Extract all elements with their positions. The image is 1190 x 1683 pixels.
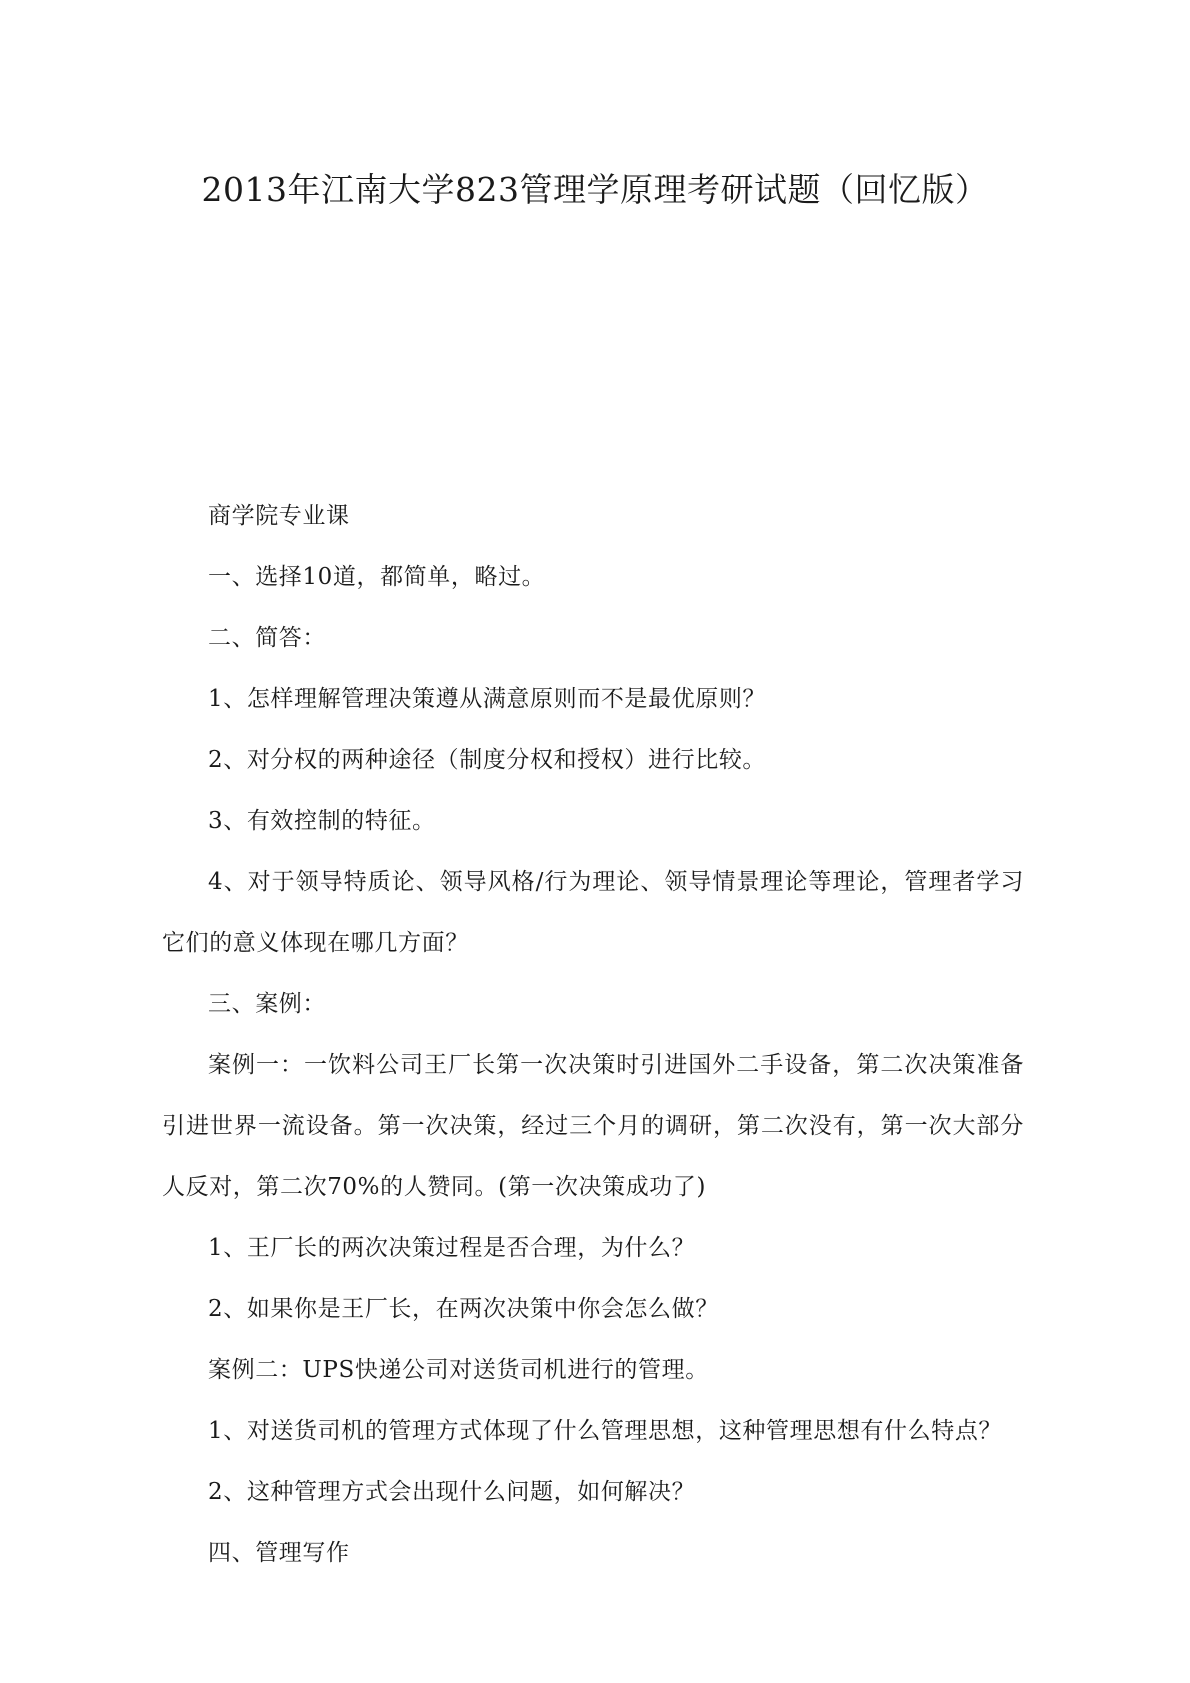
case-1-question-2: 2、如果你是王厂长，在两次决策中你会怎么做？	[208, 1296, 719, 1322]
section-writing: 四、管理写作	[208, 1540, 350, 1566]
paragraph-school: 商学院专业课	[208, 503, 350, 529]
section-choice: 一、选择10道，都简单，略过。	[208, 564, 546, 590]
section-short-answer: 二、简答：	[208, 625, 326, 651]
case-2-question-1: 1、对送货司机的管理方式体现了什么管理思想，这种管理思想有什么特点？	[208, 1418, 1003, 1444]
section-case: 三、案例：	[208, 991, 326, 1017]
case-1-question-1: 1、王厂长的两次决策过程是否合理，为什么？	[208, 1235, 696, 1261]
case-2-question-2: 2、这种管理方式会出现什么问题，如何解决？	[208, 1479, 696, 1505]
case-1-description: 案例一：一饮料公司王厂长第一次决策时引进国外二手设备，第二次决策准备引进世界一流设备。第一次决策，经过三个月的调研，第二次没有，第一次大部分人反对，第二次70%的人赞同。(第一次决策成功了)	[162, 1052, 1024, 1200]
document-title: 2013年江南大学823管理学原理考研试题（回忆版）	[201, 170, 989, 209]
question-4: 4、对于领导特质论、领导风格/行为理论、领导情景理论等理论，管理者学习它们的意义体现在哪几方面？	[162, 869, 1024, 956]
case-2-description: 案例二：UPS快递公司对送货司机进行的管理。	[208, 1357, 709, 1383]
question-1: 1、怎样理解管理决策遵从满意原则而不是最优原则？	[208, 686, 767, 712]
question-2: 2、对分权的两种途径（制度分权和授权）进行比较。	[208, 747, 767, 773]
question-3: 3、有效控制的特征。	[208, 808, 436, 834]
document-body	[162, 486, 1024, 1584]
